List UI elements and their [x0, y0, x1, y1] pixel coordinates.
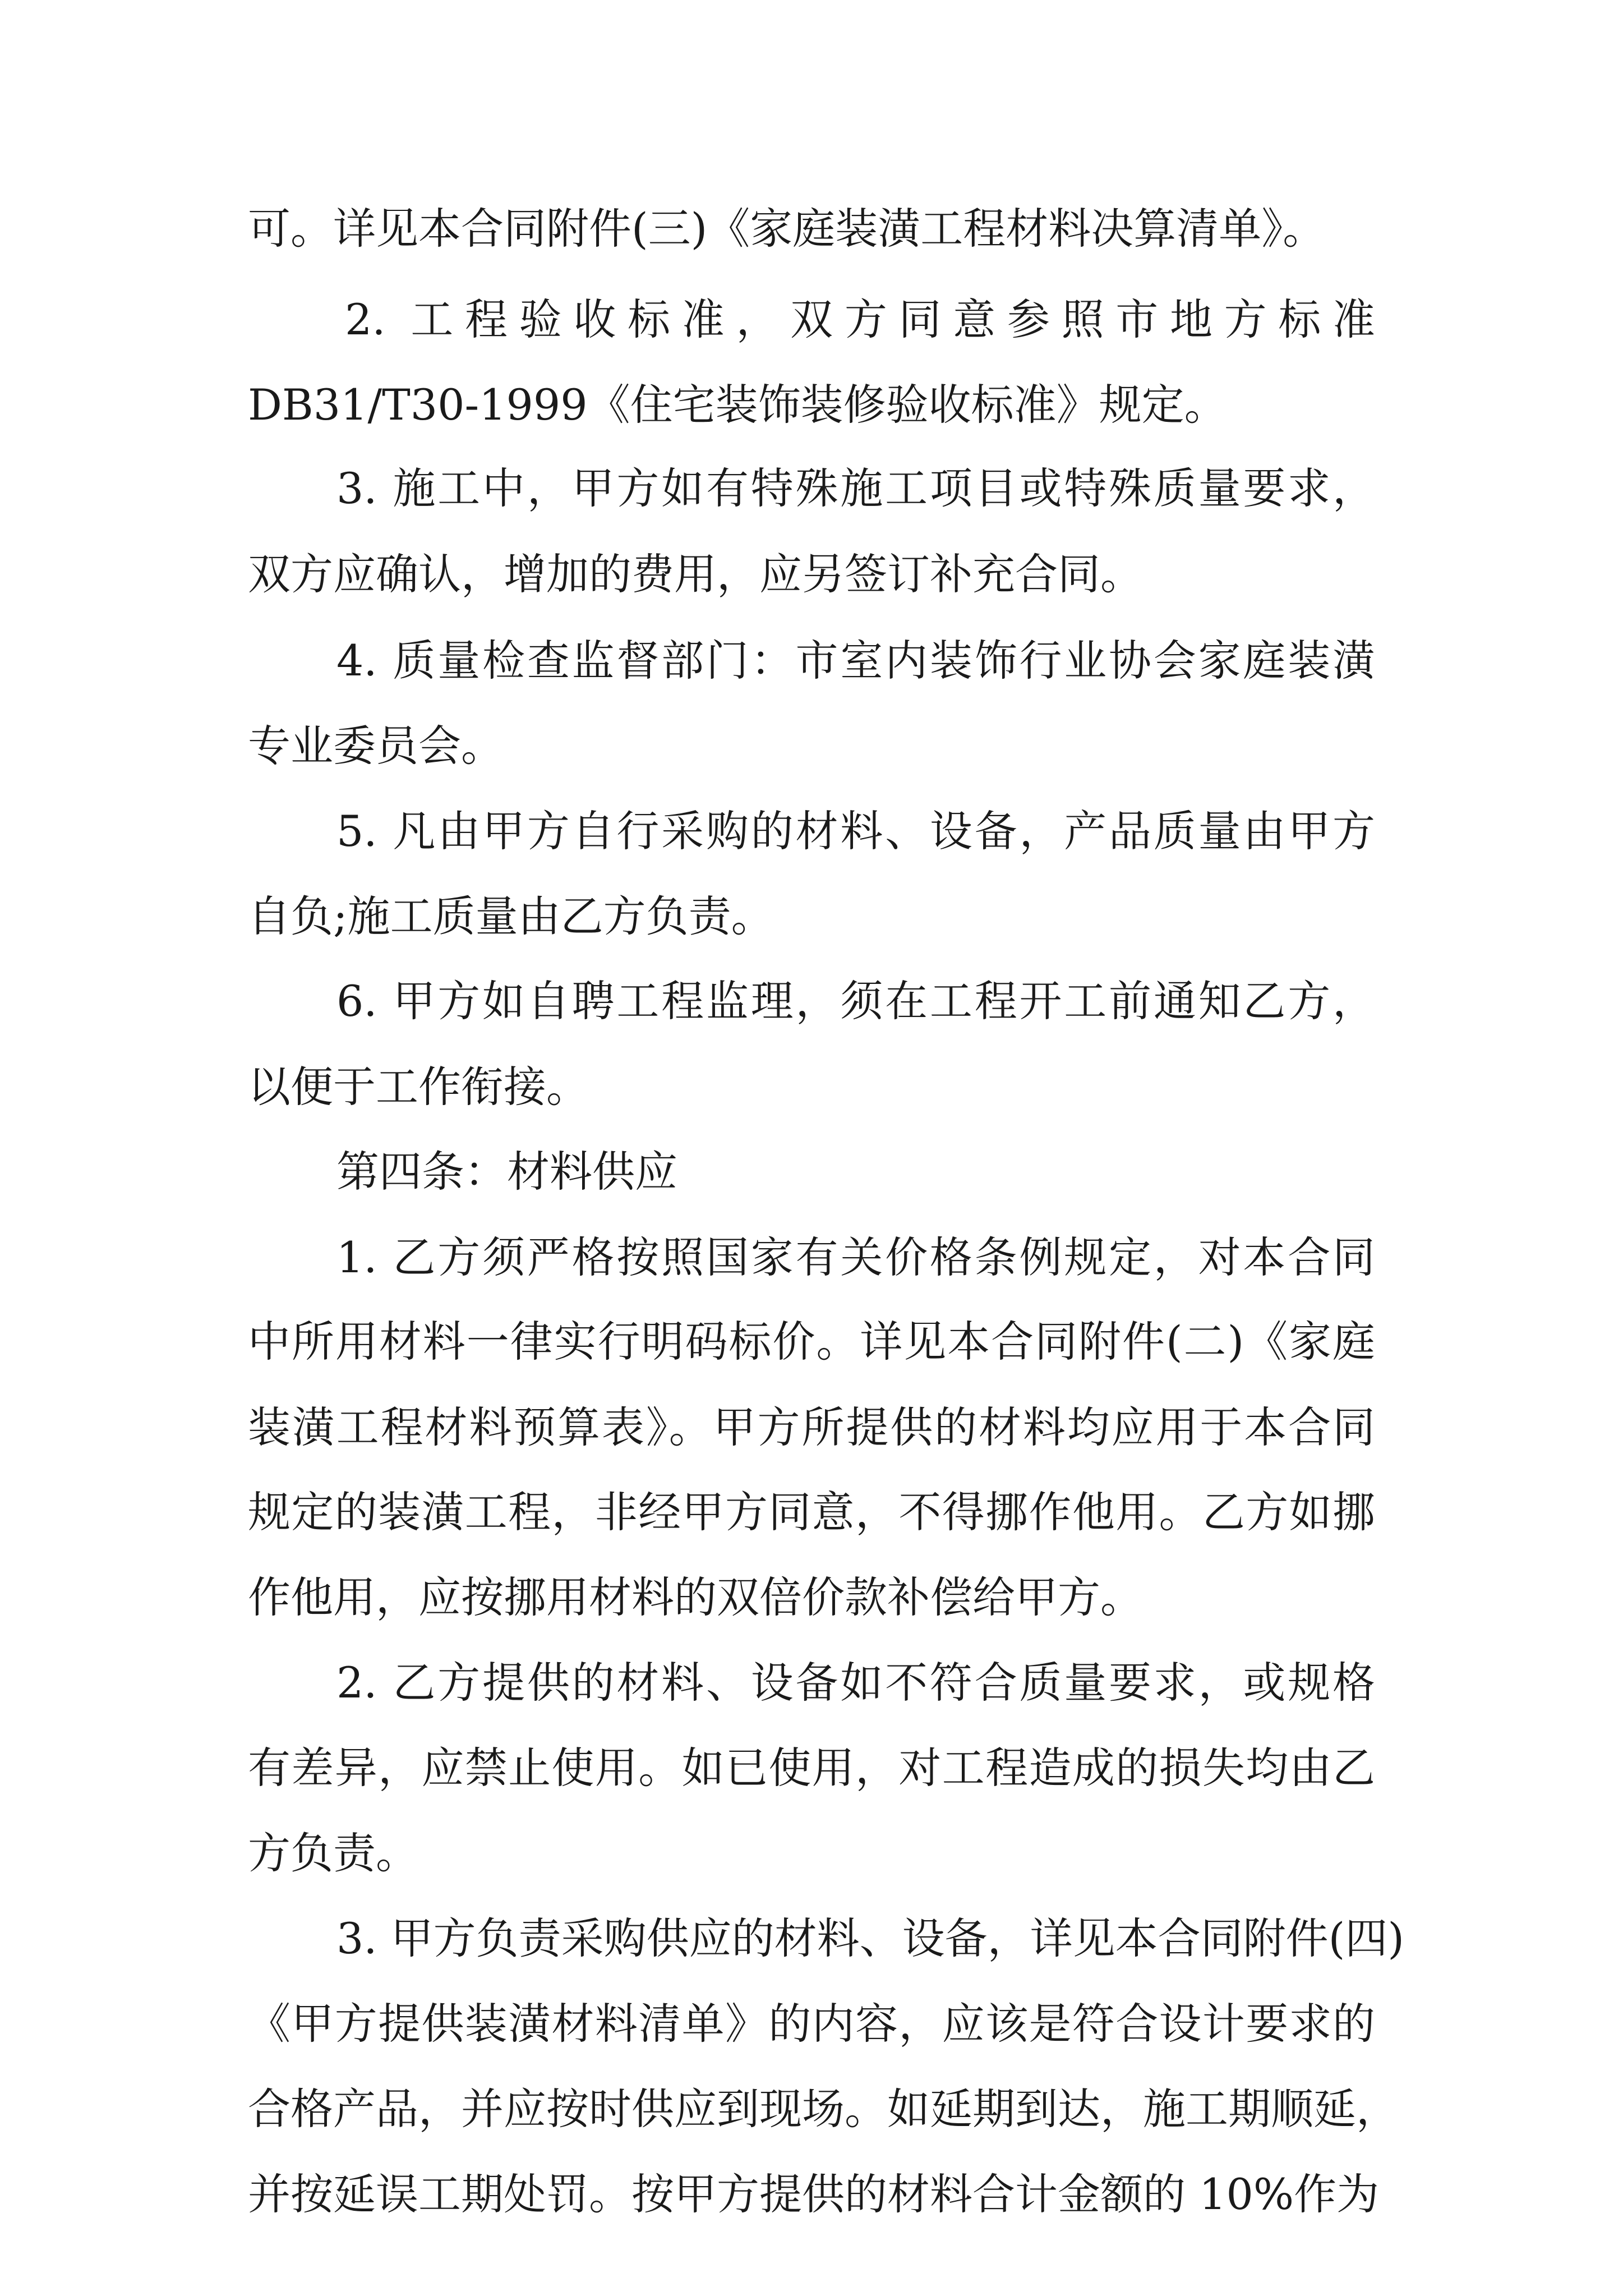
text-line: 双方应确认，增加的费用，应另签订补充合同。 [248, 549, 1143, 599]
text-line: 3. 甲方负责采购供应的材料、设备，详见本合同附件(四) [336, 1913, 1404, 1963]
text-line: 方负责。 [248, 1828, 418, 1878]
text-line: 2. 乙方提供的材料、设备如不符合质量要求，或规格 [336, 1658, 1375, 1708]
text-line: 自负;施工质量由乙方负责。 [248, 891, 774, 941]
text-line: 4. 质量检查监督部门：市室内装饰行业协会家庭装潢 [336, 636, 1375, 685]
text-line: 可。详见本合同附件(三)《家庭装潢工程材料决算清单》。 [248, 204, 1326, 254]
text-line: 1. 乙方须严格按照国家有关价格条例规定，对本合同 [336, 1232, 1375, 1282]
text-line: 5. 凡由甲方自行采购的材料、设备，产品质量由甲方 [336, 806, 1375, 856]
text-line: 有差异，应禁止使用。如已使用，对工程造成的损失均由乙 [248, 1743, 1375, 1793]
text-line: 中所用材料一律实行明码标价。详见本合同附件(二)《家庭 [248, 1317, 1375, 1366]
section-heading: 第四条：材料供应 [336, 1147, 677, 1197]
text-line: 装潢工程材料预算表》。甲方所提供的材料均应用于本合同 [248, 1402, 1375, 1452]
text-line: 2. 工程验收标准，双方同意参照市地方标准 [345, 295, 1375, 344]
text-line: 专业委员会。 [248, 721, 504, 771]
text-line: 6. 甲方如自聘工程监理，须在工程开工前通知乙方， [336, 976, 1375, 1026]
text-line: 作他用，应按挪用材料的双倍价款补偿给甲方。 [248, 1572, 1143, 1622]
text-line: 合格产品，并应按时供应到现场。如延期到达，施工期顺延， [248, 2084, 1399, 2134]
text-line: 3. 施工中，甲方如有特殊施工项目或特殊质量要求， [336, 463, 1375, 513]
text-line: 规定的装潢工程，非经甲方同意，不得挪作他用。乙方如挪 [248, 1487, 1375, 1537]
text-line: 《甲方提供装潢材料清单》的内容，应该是符合设计要求的 [248, 1999, 1375, 2049]
text-line: DB31/T30-1999《住宅装饰装修验收标准》规定。 [248, 380, 1227, 430]
text-line: 以便于工作衔接。 [248, 1062, 589, 1112]
text-line: 并按延误工期处罚。按甲方提供的材料合计金额的 10%作为 [248, 2169, 1380, 2219]
